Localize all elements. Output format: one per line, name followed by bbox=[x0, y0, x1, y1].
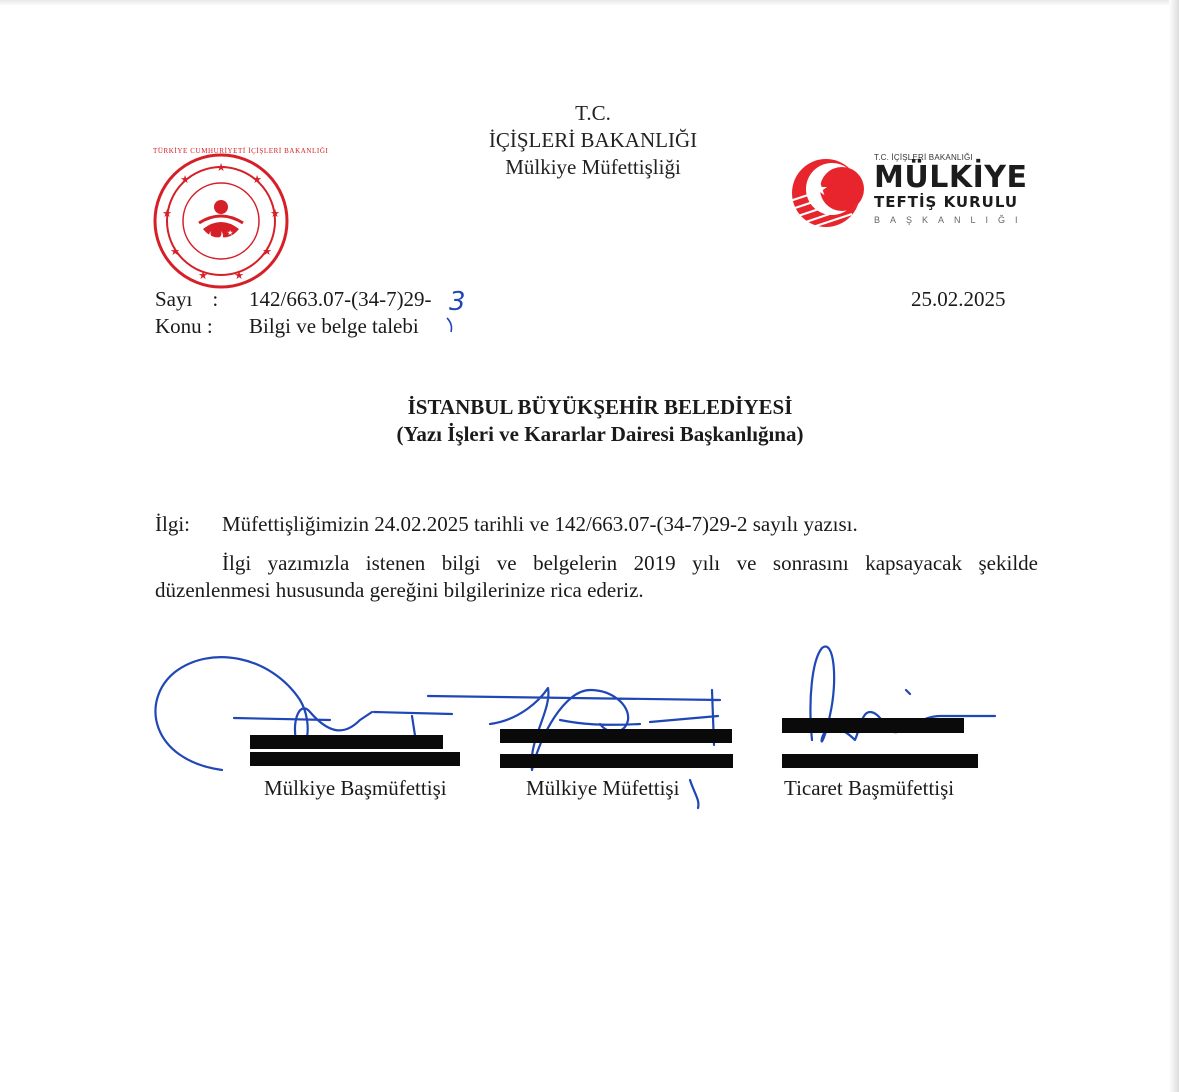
redaction-bar bbox=[250, 735, 443, 749]
header-tc: T.C. bbox=[575, 101, 611, 125]
redaction-bar bbox=[250, 752, 460, 766]
redaction-bar bbox=[782, 754, 978, 768]
svg-text:★: ★ bbox=[252, 174, 262, 186]
svg-text:★: ★ bbox=[180, 174, 190, 186]
ilgi-label: İlgi: bbox=[155, 512, 190, 536]
recipient-department: (Yazı İşleri ve Kararlar Dairesi Başkanlığına) bbox=[396, 422, 804, 446]
logo-subtitle: TEFTİŞ KURULU bbox=[874, 193, 1019, 211]
svg-text:3: 3 bbox=[449, 287, 466, 317]
svg-text:★: ★ bbox=[170, 246, 180, 258]
recipient-name: İSTANBUL BÜYÜKŞEHİR BELEDİYESİ bbox=[407, 395, 793, 419]
seal-text: TÜRKİYE CUMHURİYETİ İÇİŞLERİ BAKANLIĞI bbox=[153, 147, 329, 155]
svg-text:★: ★ bbox=[198, 270, 208, 282]
signatory-2-title: Mülkiye Müfettişi bbox=[526, 776, 680, 800]
svg-text:★: ★ bbox=[270, 208, 280, 220]
body-line-1: İlgi yazımızla istenen bilgi ve belgelerin 2019 yılı ve sonrasını kapsayacak şekilde bbox=[222, 551, 1038, 575]
svg-text:★: ★ bbox=[262, 246, 272, 258]
logo-title: MÜLKİYE bbox=[874, 160, 1028, 195]
svg-text:★: ★ bbox=[227, 229, 234, 237]
sayi-separator: : bbox=[212, 287, 219, 311]
header-department: Mülkiye Müfettişliği bbox=[505, 155, 681, 179]
redaction-bar bbox=[782, 718, 964, 733]
sayi-label: Sayı bbox=[155, 287, 193, 311]
redaction-bar bbox=[500, 754, 733, 768]
logo-ministry-text: T.C. İÇİŞLERİ BAKANLIĞI bbox=[874, 153, 973, 162]
svg-text:★: ★ bbox=[812, 179, 829, 199]
konu-label: Konu : bbox=[155, 314, 213, 338]
ilgi-text: Müfettişliğimizin 24.02.2025 tarihli ve 142/663.07-(34-7)29-2 sayılı yazısı. bbox=[222, 512, 858, 536]
konu-value: Bilgi ve belge talebi bbox=[249, 314, 419, 338]
svg-text:★: ★ bbox=[216, 162, 226, 174]
sayi-value: 142/663.07-(34-7)29- bbox=[249, 287, 432, 311]
body-line-2: düzenlenmesi hususunda gereğini bilgilerinize rica ederiz. bbox=[155, 578, 644, 602]
redaction-bar bbox=[500, 729, 732, 743]
document-date: 25.02.2025 bbox=[911, 287, 1006, 311]
svg-text:★: ★ bbox=[162, 208, 172, 220]
signatory-1-title: Mülkiye Başmüfettişi bbox=[264, 776, 447, 800]
svg-text:★: ★ bbox=[234, 270, 244, 282]
header-ministry: İÇİŞLERİ BAKANLIĞI bbox=[488, 128, 698, 152]
logo-presidency: BAŞKANLIĞI bbox=[874, 215, 1028, 225]
signatory-3-title: Ticaret Başmüfettişi bbox=[784, 776, 955, 800]
